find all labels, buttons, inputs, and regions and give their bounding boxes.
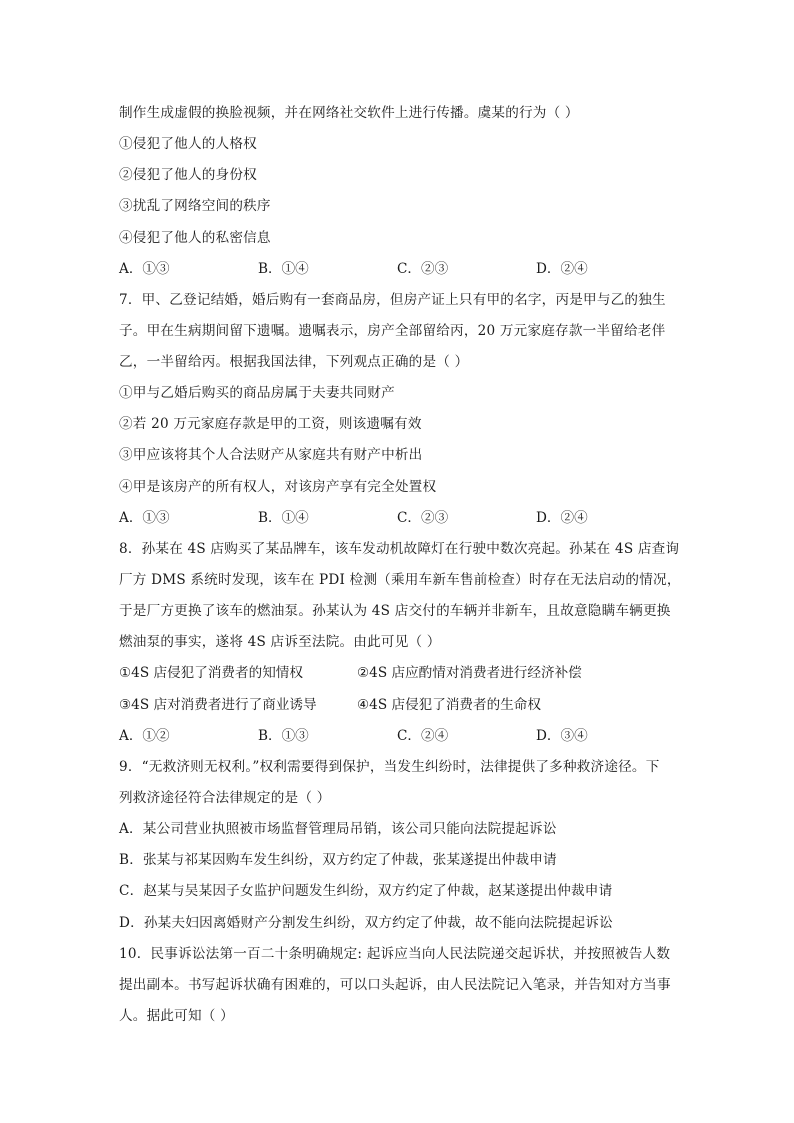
q9-stem-line-2: 列救济途径符合法律规定的是（ ） <box>119 790 331 806</box>
q8-items-row-1 <box>119 664 679 682</box>
q9-option-a: A．某公司营业执照被市场监督管理局吊销，该公司只能向法院提起诉讼 <box>119 821 557 837</box>
q7-option-d: D．②④ <box>536 510 588 526</box>
q8-items-row-2 <box>119 696 679 714</box>
q8-option-b: B．①③ <box>258 728 309 744</box>
q8-stem-line-3: 于是厂方更换了该车的燃油泵。孙某认为 4S 店交付的车辆并非新车，且故意隐瞒车辆更换 <box>119 603 671 619</box>
q9-option-c: C．赵某与吴某因子女监护问题发生纠纷，双方约定了仲裁，赵某遂提出仲裁申请 <box>119 883 613 899</box>
q8-item-4: ④4S 店侵犯了消费者的生命权 <box>357 697 541 713</box>
q8-option-d: D．③④ <box>536 728 588 744</box>
q10-stem-line-3: 人。据此可知（ ） <box>119 1008 234 1024</box>
q7-item-3: ③甲应该将其个人合法财产从家庭共有财产中析出 <box>119 447 423 463</box>
q7-item-1: ①甲与乙婚后购买的商品房属于夫妻共同财产 <box>119 385 395 401</box>
q9-option-b: B．张某与祁某因购车发生纠纷，双方约定了仲裁，张某遂提出仲裁申请 <box>119 852 557 868</box>
q9-stem-line-1: 9．“无救济则无权利。”权利需要得到保护，当发生纠纷时，法律提供了多种救济途径。下 <box>119 759 660 775</box>
q8-option-c: C．②④ <box>397 728 449 744</box>
q7-stem-line-2: 子。甲在生病期间留下遗嘱。遗嘱表示，房产全部留给丙，20 万元家庭存款一半留给老伴 <box>119 323 666 339</box>
q8-option-a: A．①② <box>119 728 170 744</box>
q9-option-d: D．孙某夫妇因离婚财产分割发生纠纷，双方约定了仲裁，故不能向法院提起诉讼 <box>119 915 613 931</box>
q6-item-4: ④侵犯了他人的私密信息 <box>119 230 271 246</box>
q10-stem-line-2: 提出副本。书写起诉状确有困难的，可以口头起诉，由人民法院记入笔录，并告知对方当事 <box>119 977 671 993</box>
q6-options <box>119 260 679 278</box>
q6-option-a: A．①③ <box>119 261 170 277</box>
q7-stem-line-3: 乙，一半留给丙。根据我国法律，下列观点正确的是（ ） <box>119 354 469 370</box>
q6-item-1: ①侵犯了他人的人格权 <box>119 136 257 152</box>
q7-item-4: ④甲是该房产的所有权人，对该房产享有完全处置权 <box>119 479 437 495</box>
q8-item-2: ②4S 店应酌情对消费者进行经济补偿 <box>357 665 582 681</box>
q6-item-3: ③扰乱了网络空间的秩序 <box>119 198 271 214</box>
q8-item-3: ③4S 店对消费者进行了商业诱导 <box>119 697 317 713</box>
q6-option-d: D．②④ <box>536 261 588 277</box>
q6-option-b: B．①④ <box>258 261 309 277</box>
q8-stem-line-4: 燃油泵的事实，遂将 4S 店诉至法院。由此可见（ ） <box>119 634 441 650</box>
q8-stem-line-1: 8．孙某在 4S 店购买了某品牌车，该车发动机故障灯在行驶中数次亮起。孙某在 4S 店查询 <box>119 541 680 557</box>
q8-item-1: ①4S 店侵犯了消费者的知情权 <box>119 665 303 681</box>
q10-stem-line-1: 10．民事诉讼法第一百二十条明确规定: 起诉应当向人民法院递交起诉状，并按照被告人数 <box>119 946 671 962</box>
q8-options <box>119 727 679 745</box>
q7-options <box>119 509 679 527</box>
q7-option-c: C．②③ <box>397 510 449 526</box>
q6-stem-tail: 制作生成虚假的换脸视频，并在网络社交软件上进行传播。虞某的行为（ ） <box>119 105 579 121</box>
q7-option-a: A．①③ <box>119 510 170 526</box>
q6-item-2: ②侵犯了他人的身份权 <box>119 167 257 183</box>
q7-stem-line-1: 7．甲、乙登记结婚，婚后购有一套商品房，但房产证上只有甲的名字，丙是甲与乙的独生 <box>119 292 666 308</box>
q7-item-2: ②若 20 万元家庭存款是甲的工资，则该遗嘱有效 <box>119 416 422 432</box>
q6-option-c: C．②③ <box>397 261 449 277</box>
q7-option-b: B．①④ <box>258 510 309 526</box>
q8-stem-line-2: 厂方 DMS 系统时发现，该车在 PDI 检测（乘用车新车售前检查）时存在无法启动的情况， <box>119 572 681 588</box>
